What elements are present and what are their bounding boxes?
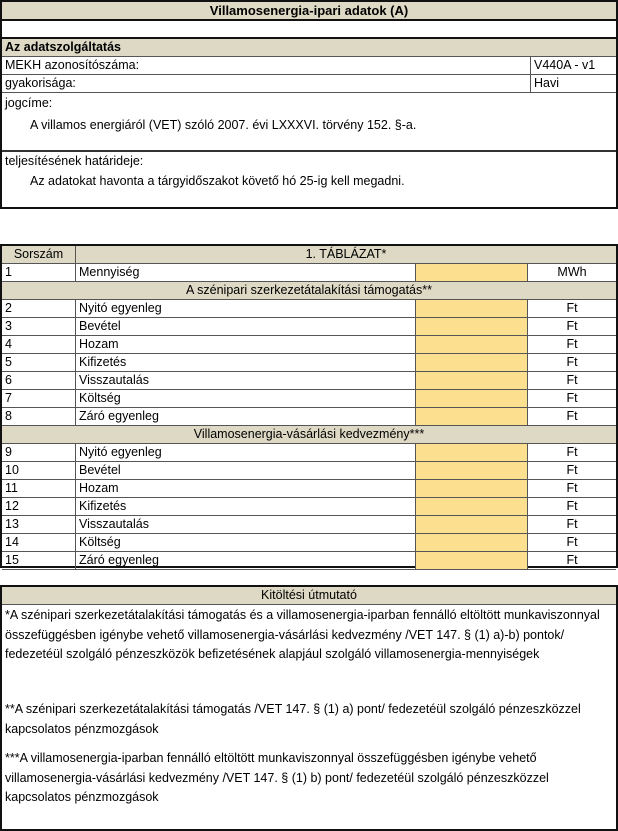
filling-guide	[0, 585, 618, 831]
guide-title: Kitöltési útmutató	[2, 587, 616, 605]
row-number: 8	[2, 408, 76, 425]
row-unit: Ft	[566, 337, 578, 351]
value-input[interactable]	[416, 480, 528, 497]
row-unit: Ft	[566, 391, 578, 405]
value-input[interactable]	[416, 552, 528, 569]
info-section-header	[2, 39, 616, 57]
table-header-row	[2, 246, 616, 264]
table-row	[2, 408, 616, 426]
table-row	[2, 516, 616, 534]
row-number: 7	[2, 390, 76, 407]
frequency-label: gyakorisága:	[5, 76, 76, 90]
row-number: 13	[2, 516, 76, 533]
data-provision-info	[0, 39, 618, 209]
guide-note-1: *A szénipari szerkezetátalakítási támogatás és a villamosenergia-iparban fennálló eltöltött munkaviszonnyal összefüggésben igénybe vehető villamosenergia-vásárlási kedvezmény /VET 147. § (1) a)-b) pontok/ fedezetéül szolgáló pénzeszközök befizetésének alapjául szolgáló villamosenergia-mennyiségek	[5, 608, 600, 661]
row-name: Mennyiség	[76, 264, 416, 281]
table-row	[2, 444, 616, 462]
row-unit: Ft	[566, 301, 578, 315]
deadline-text: Az adatokat havonta a tárgyidőszakot követő hó 25-ig kell megadni.	[30, 174, 405, 188]
info-section-title: Az adatszolgáltatás	[5, 40, 122, 54]
table-row	[2, 336, 616, 354]
row-number: 14	[2, 534, 76, 551]
table-row	[2, 480, 616, 498]
row-unit: Ft	[566, 553, 578, 567]
value-input[interactable]	[416, 498, 528, 515]
value-input[interactable]	[416, 372, 528, 389]
table-row	[2, 300, 616, 318]
info-row-deadline	[2, 152, 616, 207]
row-number: 12	[2, 498, 76, 515]
row-unit: Ft	[566, 535, 578, 549]
row-unit: Ft	[566, 517, 578, 531]
row-unit: Ft	[566, 463, 578, 477]
row-name: Hozam	[76, 336, 416, 353]
row-number: 1	[2, 264, 76, 281]
guide-note-2: **A szénipari szerkezetátalakítási támogatás /VET 147. § (1) a) pont/ fedezetéül szolgáló pénzeszközzel kapcsolatos pénzmozgások	[5, 702, 581, 736]
info-row-legal	[2, 93, 616, 152]
row-name: Kifizetés	[76, 498, 416, 515]
row-number: 5	[2, 354, 76, 371]
row-name: Költség	[76, 534, 416, 551]
row-unit: Ft	[566, 409, 578, 423]
value-input[interactable]	[416, 516, 528, 533]
table-row	[2, 498, 616, 516]
table-row	[2, 264, 616, 282]
table-title: 1. TÁBLÁZAT*	[305, 247, 387, 261]
legal-label: jogcíme:	[5, 96, 53, 110]
deadline-label: teljesítésének határideje:	[5, 154, 144, 168]
row-unit: Ft	[566, 481, 578, 495]
row-number: 10	[2, 462, 76, 479]
table-row	[2, 390, 616, 408]
row-number: 6	[2, 372, 76, 389]
value-input[interactable]	[416, 336, 528, 353]
legal-text: A villamos energiáról (VET) szóló 2007. évi LXXXVI. törvény 152. §-a.	[30, 118, 417, 132]
table-row	[2, 552, 616, 570]
id-label: MEKH azonosítószáma:	[5, 58, 140, 72]
info-row-id	[2, 57, 616, 75]
row-unit: Ft	[566, 445, 578, 459]
value-input[interactable]	[416, 462, 528, 479]
data-table	[0, 244, 618, 568]
row-unit: Ft	[566, 499, 578, 513]
row-number: 11	[2, 480, 76, 497]
row-name: Kifizetés	[76, 354, 416, 371]
spacer-row	[0, 21, 618, 39]
info-row-frequency	[2, 75, 616, 93]
row-name: Hozam	[76, 480, 416, 497]
table-row	[2, 354, 616, 372]
table-row	[2, 462, 616, 480]
table-row	[2, 534, 616, 552]
table-row	[2, 318, 616, 336]
row-unit: Ft	[566, 373, 578, 387]
row-name: Bevétel	[76, 318, 416, 335]
guide-note-3: ***A villamosenergia-iparban fennálló eltöltött munkaviszonnyal összefüggésben igénybe vehető villamosenergia-vásárlási kedvezmény /VET 147. § (1) b) pont/ fedezetéül szolgáló pénzeszközzel kapcsolatos pénzmozgások	[5, 751, 549, 804]
row-name: Visszautalás	[76, 516, 416, 533]
row-number: 15	[2, 552, 76, 569]
value-input[interactable]	[416, 534, 528, 551]
page-title: Villamosenergia-ipari adatok (A)	[0, 0, 618, 21]
row-number: 2	[2, 300, 76, 317]
value-input[interactable]	[416, 390, 528, 407]
value-input[interactable]	[416, 318, 528, 335]
column-header-number: Sorszám	[2, 246, 76, 263]
row-name: Visszautalás	[76, 372, 416, 389]
row-unit: MWh	[557, 265, 587, 279]
row-number: 4	[2, 336, 76, 353]
row-name: Költség	[76, 390, 416, 407]
section-header-discount: Villamosenergia-vásárlási kedvezmény***	[2, 426, 616, 444]
row-name: Nyitó egyenleg	[76, 300, 416, 317]
row-unit: Ft	[566, 319, 578, 333]
id-value: V440A - v1	[530, 57, 595, 74]
row-name: Nyitó egyenleg	[76, 444, 416, 461]
row-number: 3	[2, 318, 76, 335]
row-name: Záró egyenleg	[76, 552, 416, 569]
value-input[interactable]	[416, 264, 528, 281]
row-unit: Ft	[566, 355, 578, 369]
value-input[interactable]	[416, 444, 528, 461]
row-number: 9	[2, 444, 76, 461]
row-name: Záró egyenleg	[76, 408, 416, 425]
row-name: Bevétel	[76, 462, 416, 479]
value-input[interactable]	[416, 408, 528, 425]
frequency-value: Havi	[530, 75, 559, 92]
value-input[interactable]	[416, 300, 528, 317]
section-header-coal: A szénipari szerkezetátalakítási támogatás**	[2, 282, 616, 300]
value-input[interactable]	[416, 354, 528, 371]
table-row	[2, 372, 616, 390]
